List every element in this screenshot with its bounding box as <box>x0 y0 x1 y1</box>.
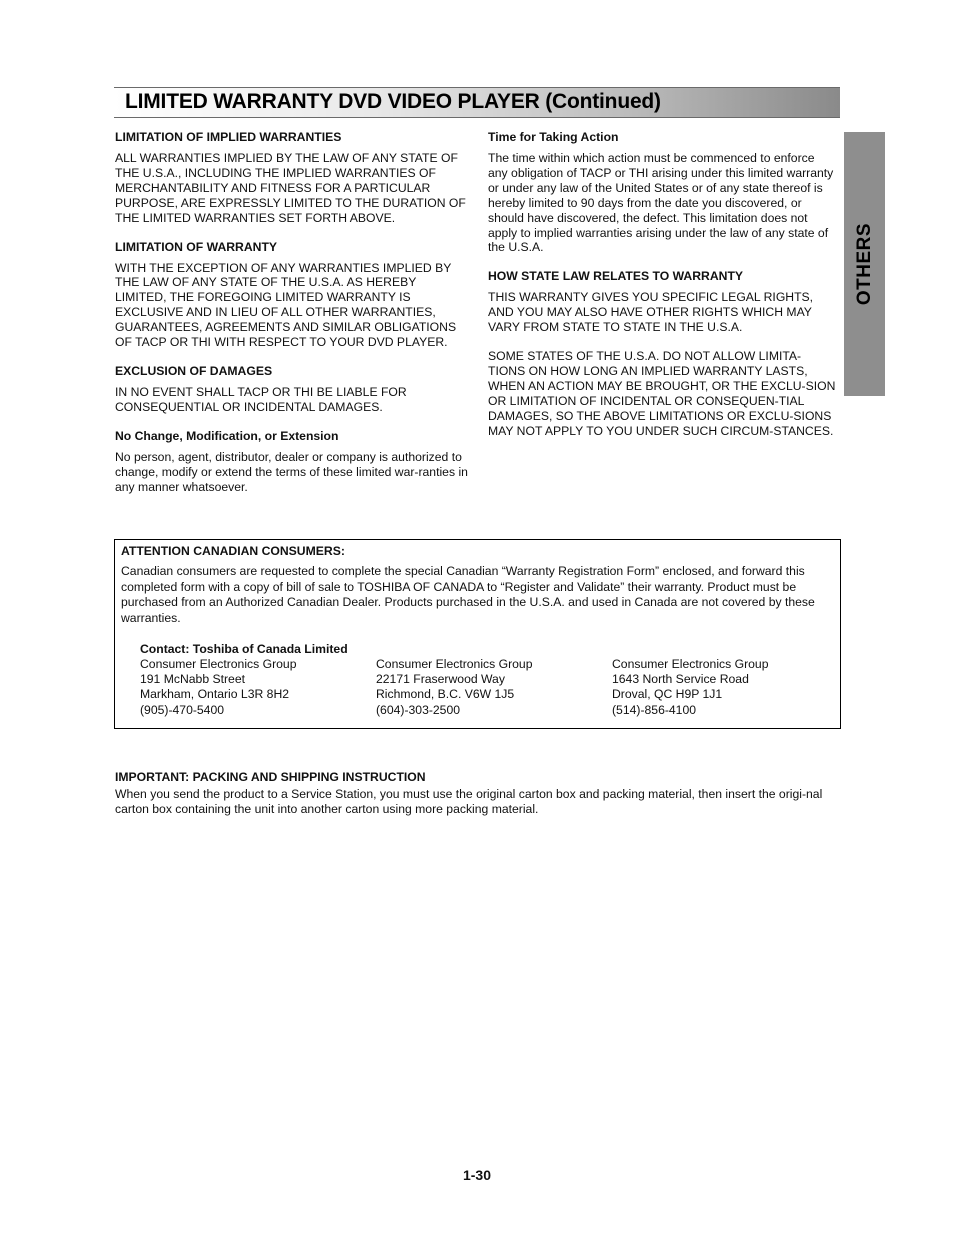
phone-number: (604)-303-2500 <box>376 702 461 717</box>
section-paragraph: WITH THE EXCEPTION OF ANY WARRANTIES IMPLIED BY THE LAW OF ANY STATE OF THE U.S.A. AS HEREBY LIMITED, THE FOREGOING LIMITED WARRANTY IS EXCLUSIVE AND IN LIEU OF ALL OTHER WARRANTIES, GUARANTEES, AGREEMENTS AND SIMILAR OBLIGATIONS OF TACP OR THI WITH RESPECT TO YOUR DVD PLAYER. <box>115 260 457 350</box>
section-heading: Time for Taking Action <box>488 130 619 144</box>
title-bar <box>114 87 840 118</box>
no-change-section <box>115 429 470 495</box>
address-line: Consumer Electronics Group <box>140 657 297 671</box>
address-markham <box>140 657 370 718</box>
page-number: 1-30 <box>462 1167 492 1183</box>
section-heading: LIMITATION OF WARRANTY <box>115 239 278 254</box>
box-heading: ATTENTION CANADIAN CONSUMERS: <box>121 544 345 558</box>
exclusion-of-damages-section <box>115 364 470 415</box>
time-for-action-section <box>488 130 836 255</box>
page-title: LIMITED WARRANTY DVD VIDEO PLAYER (Continued) <box>125 90 661 113</box>
section-paragraph: IN NO EVENT SHALL TACP OR THI BE LIABLE FOR CONSEQUENTIAL OR INCIDENTAL DAMAGES. <box>115 384 407 414</box>
contact-heading: Contact: Toshiba of Canada Limited <box>140 642 348 656</box>
phone-number: (905)-470-5400 <box>140 702 225 717</box>
state-law-section <box>488 269 836 438</box>
address-droval <box>612 657 842 718</box>
section-heading: No Change, Modification, or Extension <box>115 428 339 443</box>
section-tab-label: OTHERS <box>853 222 875 306</box>
section-paragraph: ALL WARRANTIES IMPLIED BY THE LAW OF ANY STATE OF THE U.S.A., INCLUDING THE IMPLIED WARRANTIES OF MERCHANTABILITY AND FITNESS FOR A PARTICULAR PURPOSE, ARE EXPRESSLY LIMITED TO THE DURATION OF THE LIMITED WARRANTIES SET FORTH ABOVE. <box>115 151 466 225</box>
canadian-consumers-box <box>114 539 841 729</box>
right-column <box>488 130 836 453</box>
section-heading: EXCLUSION OF DAMAGES <box>115 363 273 378</box>
box-intro: Canadian consumers are requested to complete the special Canadian “Warranty Registration Form” enclosed, and forward this completed form with a copy of bill of sale to TOSHIBA OF CANADA to “Register and Validate” their warranty. Product must be purchased from an Authorized Canadian Dealer. Products purchased in the U.S.A. and used in Canada are not covered by these warranties. <box>121 564 815 625</box>
address-line: Droval, QC H9P 1J1 <box>612 687 723 702</box>
address-line: Consumer Electronics Group <box>612 657 769 671</box>
address-line: 191 McNabb Street <box>140 672 246 687</box>
address-line: 22171 Fraserwood Way <box>376 672 505 687</box>
section-tab-others <box>844 132 885 396</box>
section-heading: HOW STATE LAW RELATES TO WARRANTY <box>488 269 744 284</box>
address-line: Markham, Ontario L3R 8H2 <box>140 687 290 702</box>
section-paragraph: No person, agent, distributor, dealer or company is authorized to change, modify or extend the terms of these limited war-ranties in any manner whatsoever. <box>115 449 468 494</box>
limitation-of-warranty-section <box>115 240 470 350</box>
section-paragraph: The time within which action must be commenced to enforce any obligation of TACP or THI arising under this limited warranty or under any law of the United States or of any state thereof is hereby limited to 90 days from the date you discovered, or should have discovered, the defect. This limitation does not apply to implied warranties arising under the law of any state of the U.S.A. <box>488 151 834 255</box>
packing-instruction-section <box>115 770 835 817</box>
section-heading: IMPORTANT: PACKING AND SHIPPING INSTRUCTION <box>115 770 426 784</box>
left-column <box>115 130 470 509</box>
phone-number: (514)-856-4100 <box>612 702 697 717</box>
limitation-implied-warranties-section <box>115 130 470 226</box>
address-line: Consumer Electronics Group <box>376 657 533 671</box>
address-line: Richmond, B.C. V6W 1J5 <box>376 687 515 702</box>
section-heading: LIMITATION OF IMPLIED WARRANTIES <box>115 130 342 144</box>
section-paragraph: SOME STATES OF THE U.S.A. DO NOT ALLOW LIMITA-TIONS ON HOW LONG AN IMPLIED WARRANTY LASTS, WHEN AN ACTION MAY BE BROUGHT, OR THE EXCLU-SION OR LIMITATION OF INCIDENTAL OR CONSEQUEN-TIAL DAMAGES, SO THE ABOVE LIMITATIONS OR EXCLU-SIONS MAY NOT APPLY TO YOU UNDER SUCH CIRCUM-STANCES. <box>488 349 836 438</box>
address-line: 1643 North Service Road <box>612 672 749 687</box>
section-paragraph: When you send the product to a Service Station, you must use the original carton box and packing material, then insert the origi-nal carton box containing the unit into another carton using more packing material. <box>115 787 823 816</box>
section-paragraph: THIS WARRANTY GIVES YOU SPECIFIC LEGAL RIGHTS, AND YOU MAY ALSO HAVE OTHER RIGHTS WHICH MAY VARY FROM STATE TO STATE IN THE U.S.A. <box>488 290 814 335</box>
address-richmond <box>376 657 606 718</box>
